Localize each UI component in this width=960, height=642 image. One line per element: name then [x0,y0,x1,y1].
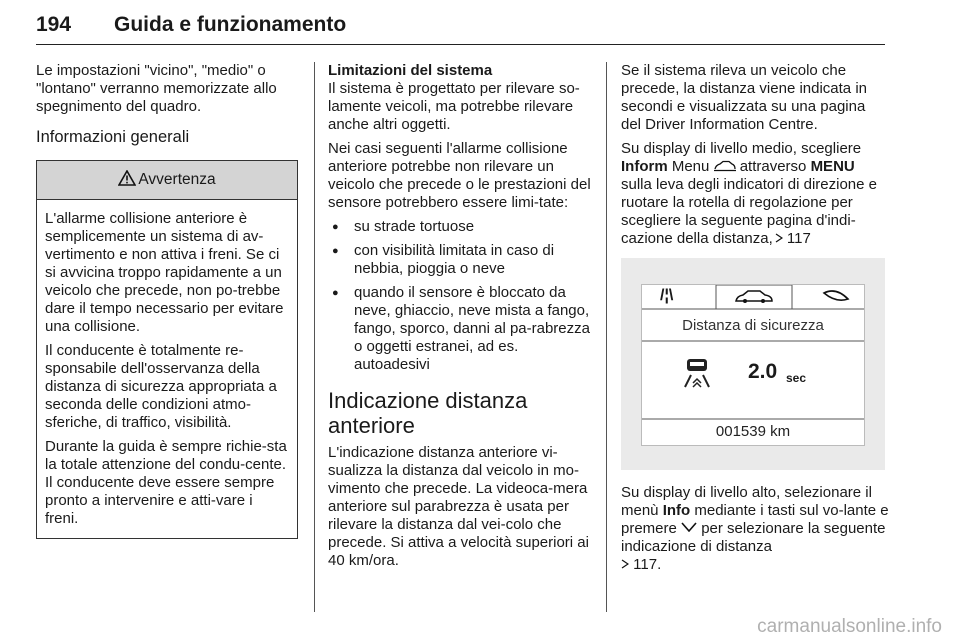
page-number: 194 [36,13,72,36]
column-2 [328,62,592,576]
text: Su display di livello medio, scegliere [621,140,862,157]
menu-label: MENU [810,158,855,175]
page-ref: 117 [782,230,811,247]
warning-body [37,200,297,538]
list-item: ● quando il sensore è bloccato da neve, ghiaccio, neve mista a fango, fango, sporco, danni al pa-rabrezza o oggetti estranei, ad es. autoadesivi [328,284,592,374]
lane-icon: /¦\ [660,287,674,304]
page-ref-arrow-icon [621,556,629,573]
page-header [36,10,885,45]
paragraph: L'indicazione distanza anteriore vi-sualizza la distanza dal veicolo in mo-vimento che precede. La videoca-mera anteriore sul parabrezza è usata per rilevare la distanza dal vei-colo che precede. Si attiva a velocità superiori ai 40 km/ora. [328,444,589,569]
warning-paragraph: Durante la guida è sempre richie-sta la totale attenzione del condu-cente. Il conducente deve essere sempre pronto a intervenire e atti-vare i freni. [45,438,287,527]
odometer: 001539 km [715,423,791,440]
text: Su display di livello alto, selezionare il menù [621,484,872,519]
text: Menu [667,158,714,175]
distance-value: 2.0 [748,360,778,383]
page-ref-arrow-icon [773,230,783,247]
display-title: Distanza di sicurezza [682,317,824,334]
warning-box [36,160,298,539]
subheading-limitations: Limitazioni del sistema [328,62,493,79]
list-item: ● su strade tortuose [328,218,592,236]
section-heading-general: Informazioni generali [36,128,190,146]
distance-display-figure [621,258,885,470]
car-tab-icon [734,289,774,310]
distance-unit: sec [786,371,807,385]
paragraph-display-high [621,484,889,574]
intro-paragraph: Le impostazioni "vicino", "medio" o "lontano" verranno memorizzate allo spegnimento del quadro. [36,62,277,115]
tire-icon [822,289,850,310]
warning-title: Avvertenza [138,171,216,188]
text: sulla leva degli indicatori di direzione e ruotare la rotella di regolazione per scegliere la seguente pagina d'indi-cazione della distanza, [621,176,877,247]
info-label: Info [662,502,691,519]
warning-header [37,161,297,200]
paragraph: Se il sistema rileva un veicolo che precede, la distanza viene indicata in secondi e visualizzata su una pagina del Driver Information Centre. [621,62,867,133]
section-heading-distance: Indicazione distanza anteriore [328,388,528,438]
list-item: ● con visibilità limitata in caso di nebbia, pioggia o neve [328,242,592,278]
warning-paragraph: L'allarme collisione anteriore è semplicemente un sistema di av-vertimento e non attiva i freni. Se ci si avvicina troppo rapidamente a un veicolo che precede, non po-trebbe dare il tempo necessario per evitare una collisione. [45,210,284,335]
text: per selezionare la seguente indicazione di distanza [621,520,886,555]
text: mediante i tasti sul vo-lante e premere [621,502,889,537]
column-3 [621,62,889,580]
page-ref: 117. [629,556,662,573]
column-divider [314,62,315,612]
text: attraverso [735,158,811,175]
chevron-down-icon [681,520,697,537]
page-title: Guida e funzionamento [114,13,347,36]
display-screen [641,284,865,446]
warning-paragraph: Il conducente è totalmente re-sponsabile dell'osservanza della distanza di sicurezza appropriata a seconda delle condizioni atmo-sferiche, di traffico, visibilità. [45,342,277,431]
warning-triangle-icon [118,170,138,191]
vehicle-ahead-icon [682,357,712,394]
bullet-list [328,218,592,374]
paragraph: Il sistema è progettato per rilevare so-lamente veicoli, ma potrebbe rilevare anche altri oggetti. [328,80,580,133]
paragraph: Nei casi seguenti l'allarme collisione anteriore potrebbe non rilevare un veicolo che precede o le prestazioni del sensore potrebbero essere limi-tate: [328,140,591,211]
car-menu-icon [714,158,736,175]
paragraph-display-mid [621,140,889,248]
column-1 [36,62,298,539]
column-divider [606,62,607,612]
watermark: carmanualsonline.info [757,616,942,637]
inform-label: Inform [621,158,668,175]
